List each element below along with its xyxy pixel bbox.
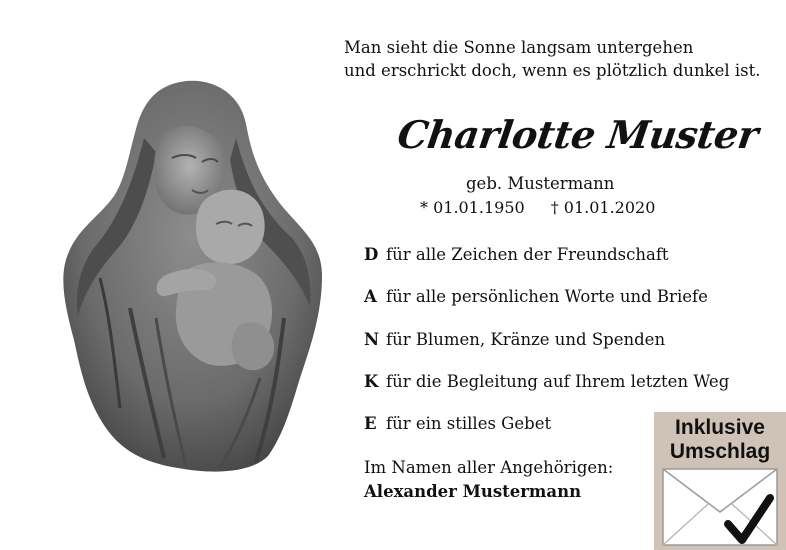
thanks-letter: E [364,414,377,434]
quote-line-1: Man sieht die Sonne langsam untergehen [344,38,694,57]
badge-line-2: Umschlag [669,440,771,463]
envelope-check-icon [662,468,778,546]
signer-name: Alexander Mustermann [364,482,582,501]
memorial-quote [344,36,764,82]
thanks-letter: N [364,329,380,349]
thanks-text: für alle persönlichen Worte und Briefe [386,287,708,307]
thanks-item [364,329,744,371]
thanks-letter: D [364,245,379,264]
thanks-text: für ein stilles Gebet [386,414,552,434]
thanks-text: für alle Zeichen der Freundschaft [386,245,669,264]
thanks-item [364,371,744,413]
thanks-letter: K [364,371,379,391]
thanks-item [364,244,744,286]
thanks-letter: A [364,287,377,307]
birth-name: geb. Mustermann [466,174,615,193]
madonna-and-child-relief-image [60,78,330,474]
thanks-text: für Blumen, Kränze und Spenden [386,329,666,349]
deceased-name: Charlotte Muster [394,112,761,157]
envelope-included-badge [654,412,786,550]
birth-date: * 01.01.1950 [420,198,525,217]
signoff-intro: Im Namen aller Angehörigen: [364,458,614,477]
thanks-text: für die Begleitung auf Ihrem letzten Weg [386,371,730,391]
death-date: † 01.01.2020 [550,198,656,217]
quote-line-2: und erschrickt doch, wenn es plötzlich dunkel ist. [344,61,761,80]
badge-line-1: Inklusive [675,416,765,439]
thanks-item [364,286,744,328]
life-dates [420,198,655,217]
signoff [364,456,613,504]
